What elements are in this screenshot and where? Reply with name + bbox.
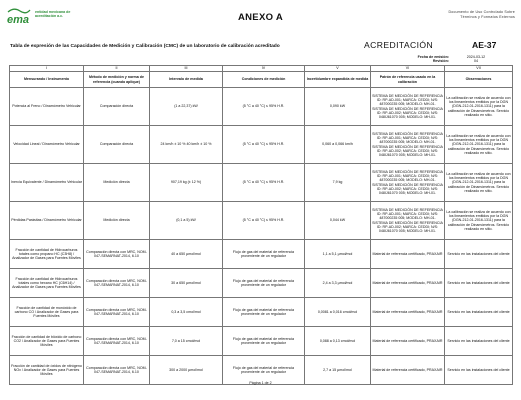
column-number: IV	[223, 66, 305, 72]
column-header: Incertidumbre expandida de medida	[305, 72, 371, 88]
cmc-table	[9, 65, 513, 385]
table-cell: Comparación directa con MRC, NOM-047-SEMARNAT-2014, 6.10	[84, 327, 150, 356]
table-row	[10, 164, 513, 202]
table-cell: La calibración se realiza de acuerdo con los lineamientos emitidos por la DGN (DGN-212-01-2016-1311) para la calibración de Dinamómetros. Servicio realizado en sitio.	[445, 88, 513, 126]
table-cell: Servicio en las instalaciones del cliente	[445, 240, 513, 269]
table-cell: Medición directa	[84, 202, 150, 240]
table-row	[10, 126, 513, 164]
table-cell: Material de referencia certificado, PRAXAIR	[371, 269, 445, 298]
cmc-table-body	[10, 66, 513, 385]
revision-label: Revisión:	[432, 59, 449, 64]
table-cell: (0,1 a 5) kW	[150, 202, 223, 240]
meta-values	[456, 55, 496, 63]
table-row	[10, 202, 513, 240]
table-cell: Servicio en las instalaciones del cliente	[445, 356, 513, 385]
issue-date-label: Fecha de emisión:	[417, 55, 449, 59]
table-cell: 0,044 kW	[305, 202, 371, 240]
table-cell: 30 a 650 µmol/mol	[150, 269, 223, 298]
column-number: V	[305, 66, 371, 72]
table-cell: (5 °C a 40 °C) ≤ 95% H.R.	[223, 202, 305, 240]
table-cell: Comparación directa	[84, 126, 150, 164]
control-line-2: Términos y Formatos Externos	[460, 14, 515, 19]
table-cell: Comparación directa con MRC, NOM-047-SEMARNAT-2014, 6.10	[84, 356, 150, 385]
table-cell: Inercia Equivalente / Dinamómetro Vehicular	[10, 164, 84, 202]
column-number: VII	[445, 66, 513, 72]
table-cell: 1,1 a 5,1 µmol/mol	[305, 240, 371, 269]
table-cell: 300 a 2000 µmol/mol	[150, 356, 223, 385]
table-cell: (5 °C a 40 °C) ≤ 95% H.R.	[223, 88, 305, 126]
table-cell: Flujo de gas del material de referencia proveniente de un regulador	[223, 269, 305, 298]
table-row	[10, 298, 513, 327]
table-cell: 0,0081 a 0,016 cmol/mol	[305, 298, 371, 327]
meta-labels	[397, 55, 449, 63]
table-cell: 907,19 kg (± 12 %)	[150, 164, 223, 202]
table-cell: 0,088 a 0,13 cmol/mol	[305, 327, 371, 356]
table-cell: Fracción de cantidad de óxidos de nitrógeno NOx / Analizador de Gases para Fuentes Móviles	[10, 356, 84, 385]
table-cell: Pérdidas Parásitas / Dinamómetro Vehicular	[10, 202, 84, 240]
issue-date-value: 2024-03-12	[466, 55, 486, 59]
table-cell: 24 km/h ± 10 % 40 km/h ± 10 %	[150, 126, 223, 164]
table-cell: La calibración se realiza de acuerdo con los lineamientos emitidos por la DGN (DGN-212-01-2016-1311) para la calibración de Dinamómetros. Servicio realizado en sitio.	[445, 202, 513, 240]
svg-text:ema: ema	[7, 14, 30, 26]
column-header: Intervalo de medida	[150, 72, 223, 88]
column-number: II	[84, 66, 150, 72]
table-cell: Material de referencia certificado, PRAXAIR	[371, 240, 445, 269]
table-cell: 40 a 650 µmol/mol	[150, 240, 223, 269]
table-row	[10, 240, 513, 269]
logo-text: entidad mexicana de acreditación a.c.	[35, 10, 71, 19]
column-header: Método de medición y norma de referencia (cuando aplique)	[84, 72, 150, 88]
accreditation-label: ACREDITACIÓN	[364, 40, 434, 50]
table-cell: Material de referencia certificado, PRAXAIR	[371, 356, 445, 385]
document-title: Tabla de expresión de las Capacidades de Medición y Calibración (CMC) de un laboratorio de calibración acreditado	[10, 44, 280, 49]
table-cell: Comparación directa con MRC, NOM-047-SEMARNAT-2014, 6.10	[84, 269, 150, 298]
table-cell: Servicio en las instalaciones del cliente	[445, 298, 513, 327]
table-cell: Servicio en las instalaciones del cliente	[445, 269, 513, 298]
table-cell: La calibración se realiza de acuerdo con los lineamientos emitidos por la DGN (DGN-212-01-2016-1311) para la calibración de Dinamómetros. Servicio realizado en sitio.	[445, 164, 513, 202]
table-cell: Comparación directa con MRC, NOM-047-SEMARNAT-2014, 6.10	[84, 240, 150, 269]
table-cell: SISTEMA DE MEDICIÓN DE REFERENCIA ID: RP-AD-001; MARCA: CEDDI; N/S: 487000235 005; MODELO: MH-01. SISTEMA DE MEDICIÓN DE REFERENCIA ID: RP-AD-002; MARCA: CEDDI; N/S: 048IJ61070 005; MODELO: MH-01.	[371, 126, 445, 164]
table-cell: 0,090 kW	[305, 88, 371, 126]
table-cell: La calibración se realiza de acuerdo con los lineamientos emitidos por la DGN (DGN-212-01-2016-1311) para la calibración de Dinamómetros. Servicio realizado en sitio.	[445, 126, 513, 164]
table-cell: 0,3 a 3,5 cmol/mol	[150, 298, 223, 327]
table-cell: Material de referencia certificado, PRAXAIR	[371, 298, 445, 327]
table-row	[10, 88, 513, 126]
table-row	[10, 269, 513, 298]
table-cell: Comparación directa	[84, 88, 150, 126]
table-cell: Flujo de gas del material de referencia proveniente de un regulador	[223, 356, 305, 385]
column-header: Observaciones	[445, 72, 513, 88]
table-cell: Medición directa	[84, 164, 150, 202]
table-cell: 7,9 kg	[305, 164, 371, 202]
table-cell: (1 a 22,37) kW	[150, 88, 223, 126]
table-cell: Fracción de cantidad de monóxido de carbono CO / Analizador de Gases para Fuentes Móviles	[10, 298, 84, 327]
table-cell: Fracción de cantidad de Hidrocarburos totales como propano HC (C3H8) / Analizador de Gases para Fuentes Móviles	[10, 240, 84, 269]
table-cell: 0,060 a 0,066 km/h	[305, 126, 371, 164]
annex-title: ANEXO A	[237, 12, 284, 23]
table-cell: Servicio en las instalaciones del cliente	[445, 327, 513, 356]
table-cell: SISTEMA DE MEDICIÓN DE REFERENCIA ID: RP-AD-001; MARCA: CEDDI; N/S: 487000235 005; MODELO: MH-01. SISTEMA DE MEDICIÓN DE REFERENCIA ID: RP-AD-002; MARCA: CEDDI; N/S: 048IJ61070 005; MODELO: MH-01.	[371, 164, 445, 202]
table-cell: 2,4 a 3,3 µmol/mol	[305, 269, 371, 298]
table-cell: SISTEMA DE MEDICIÓN DE REFERENCIA ID: RP-AD-001; MARCA: CEDDI; N/S: 487000235 005; MODELO: MH-01. SISTEMA DE MEDICIÓN DE REFERENCIA ID: RP-AD-002; MARCA: CEDDI; N/S: 048IJ61070 005; MODELO: MH-01.	[371, 202, 445, 240]
column-number: III	[150, 66, 223, 72]
table-cell: 2,7 a 15 µmol/mol	[305, 356, 371, 385]
column-header: Patrón de referencia usado en la calibración	[371, 72, 445, 88]
table-cell: SISTEMA DE MEDICIÓN DE REFERENCIA ID: RP-AD-001; MARCA: CEDDI; N/S: 487000235 005; MODELO: MH-01. SISTEMA DE MEDICIÓN DE REFERENCIA ID: RP-AD-002; MARCA: CEDDI; N/S: 048IJ61070 005; MODELO: MH-01.	[371, 88, 445, 126]
table-cell: Potencia al Freno / Dinamómetro Vehicular	[10, 88, 84, 126]
table-cell: Velocidad Lineal / Dinamómetro Vehicular	[10, 126, 84, 164]
table-cell: Flujo de gas del material de referencia proveniente de un regulador	[223, 298, 305, 327]
table-cell: Material de referencia certificado, PRAXAIR	[371, 327, 445, 356]
accreditation-code: AE-37	[472, 40, 497, 50]
column-number: I	[10, 66, 84, 72]
header-row	[10, 72, 513, 88]
table-cell: (5 °C a 40 °C) ≤ 95% H.R.	[223, 126, 305, 164]
table-cell: (5 °C a 40 °C) ≤ 95% H.R.	[223, 164, 305, 202]
column-header: Condiciones de medición	[223, 72, 305, 88]
control-line-1: Documento de Uso Controlado Sobre	[448, 10, 515, 14]
table-cell: Flujo de gas del material de referencia proveniente de un regulador	[223, 240, 305, 269]
column-number: VI	[371, 66, 445, 72]
controlled-document-note	[395, 10, 515, 19]
table-cell: Comparación directa con MRC, NOM-047-SEMARNAT-2014, 6.10	[84, 298, 150, 327]
table-row	[10, 327, 513, 356]
table-cell: 7,0 a 15 cmol/mol	[150, 327, 223, 356]
revision-value: 04	[474, 59, 478, 64]
column-header: Mensurando / Instrumento	[10, 72, 84, 88]
table-cell: Flujo de gas del material de referencia proveniente de un regulador	[223, 327, 305, 356]
table-cell: Fracción de cantidad de Hidrocarburos totales como hexano HC (C6H14) / Analizador de Gases para Fuentes Móviles	[10, 269, 84, 298]
page-number: Página 1 de 2	[249, 381, 272, 385]
table-cell: Fracción de cantidad de bióxido de carbono CO2 / Analizador de Gases para Fuentes Móviles	[10, 327, 84, 356]
